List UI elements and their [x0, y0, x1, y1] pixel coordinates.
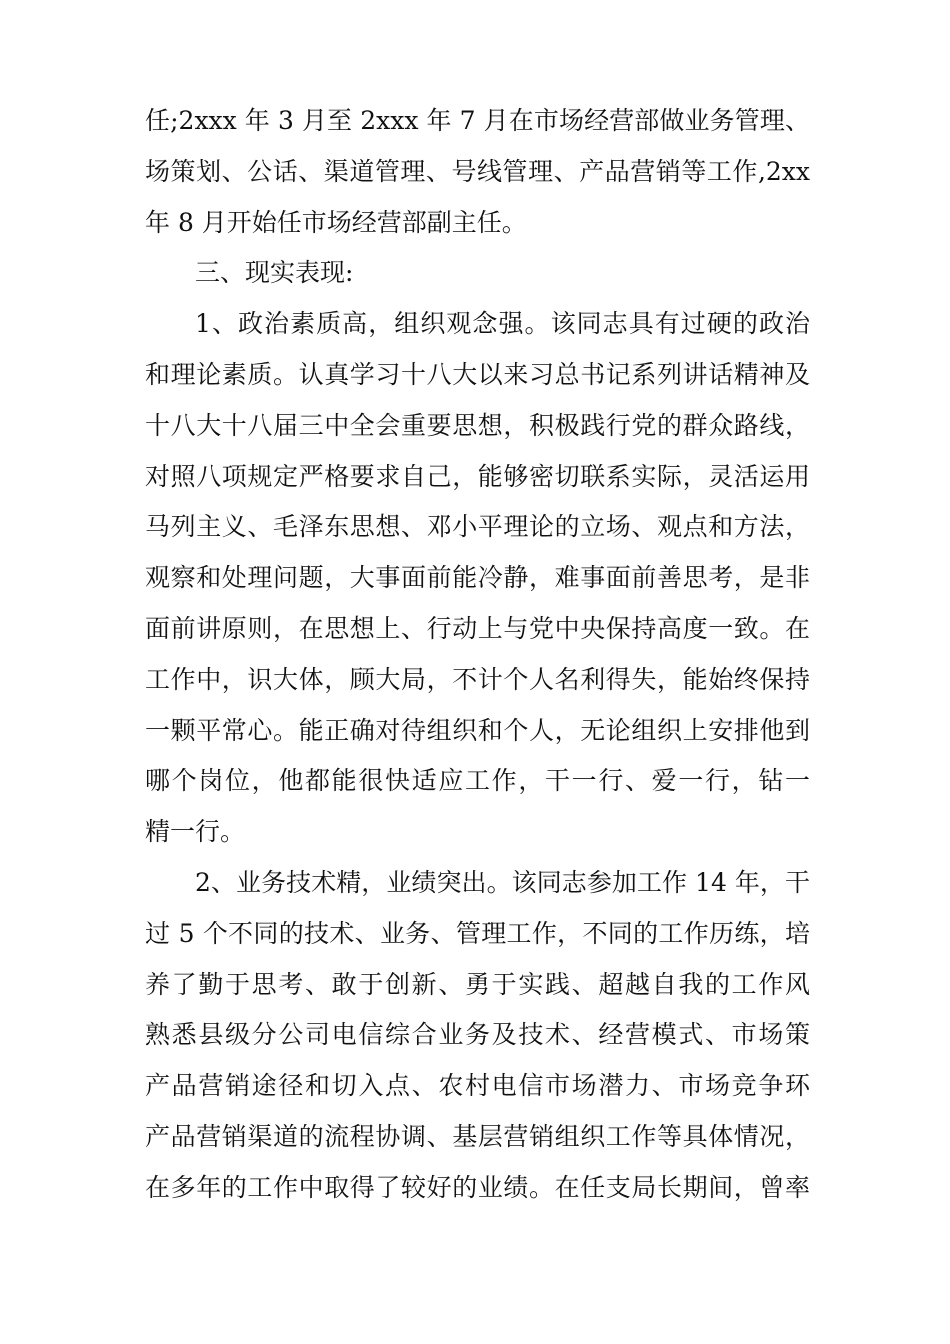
- text-line: 马列主义、毛泽东思想、邓小平理论的立场、观点和方法，: [145, 512, 810, 542]
- text-line: 产品营销途径和切入点、农村电信市场潜力、市场竞争环: [145, 1071, 810, 1101]
- text-line: 养了勤于思考、敢于创新、勇于实践、超越自我的工作风: [145, 969, 810, 999]
- text-line: 十八大十八届三中全会重要思想，积极践行党的群众路线，: [145, 410, 810, 440]
- text-line: 2、业务技术精，业绩突出。该同志参加工作 14 年，干: [195, 867, 810, 897]
- text-line: 熟悉县级分公司电信综合业务及技术、经营模式、市场策: [145, 1020, 810, 1050]
- text-line: 产品营销渠道的流程协调、基层营销组织工作等具体情况，: [145, 1121, 810, 1151]
- text-line: 哪个岗位，他都能很快适应工作，干一行、爱一行，钻一: [145, 766, 810, 796]
- text-line: 三、现实表现:: [195, 258, 354, 288]
- document-body-text: [145, 96, 810, 1214]
- text-line: 观察和处理问题，大事面前能冷静，难事面前善思考，是非: [145, 563, 810, 593]
- text-line: 1、政治素质高，组织观念强。该同志具有过硬的政治: [195, 309, 810, 339]
- text-line: 对照八项规定严格要求自己，能够密切联系实际，灵活运用: [145, 461, 810, 491]
- text-line: 面前讲原则，在思想上、行动上与党中央保持高度一致。在: [145, 613, 810, 643]
- text-line: 工作中，识大体，顾大局，不计个人名利得失，能始终保持: [145, 664, 810, 694]
- text-line: 任;2xxx 年 3 月至 2xxx 年 7 月在市场经营部做业务管理、: [145, 106, 810, 135]
- text-line: 在多年的工作中取得了较好的业绩。在任支局长期间，曾率: [145, 1172, 810, 1202]
- text-line: 年 8 月开始任市场经营部副主任。: [145, 207, 527, 237]
- text-line: 场策划、公话、渠道管理、号线管理、产品营销等工作,2xx: [145, 156, 810, 186]
- text-line: 过 5 个不同的技术、业务、管理工作，不同的工作历练，培: [145, 918, 810, 948]
- text-line: 一颗平常心。能正确对待组织和个人，无论组织上安排他到: [145, 715, 810, 745]
- text-line: 和理论素质。认真学习十八大以来习总书记系列讲话精神及: [145, 359, 810, 389]
- text-line: 精一行。: [145, 817, 246, 847]
